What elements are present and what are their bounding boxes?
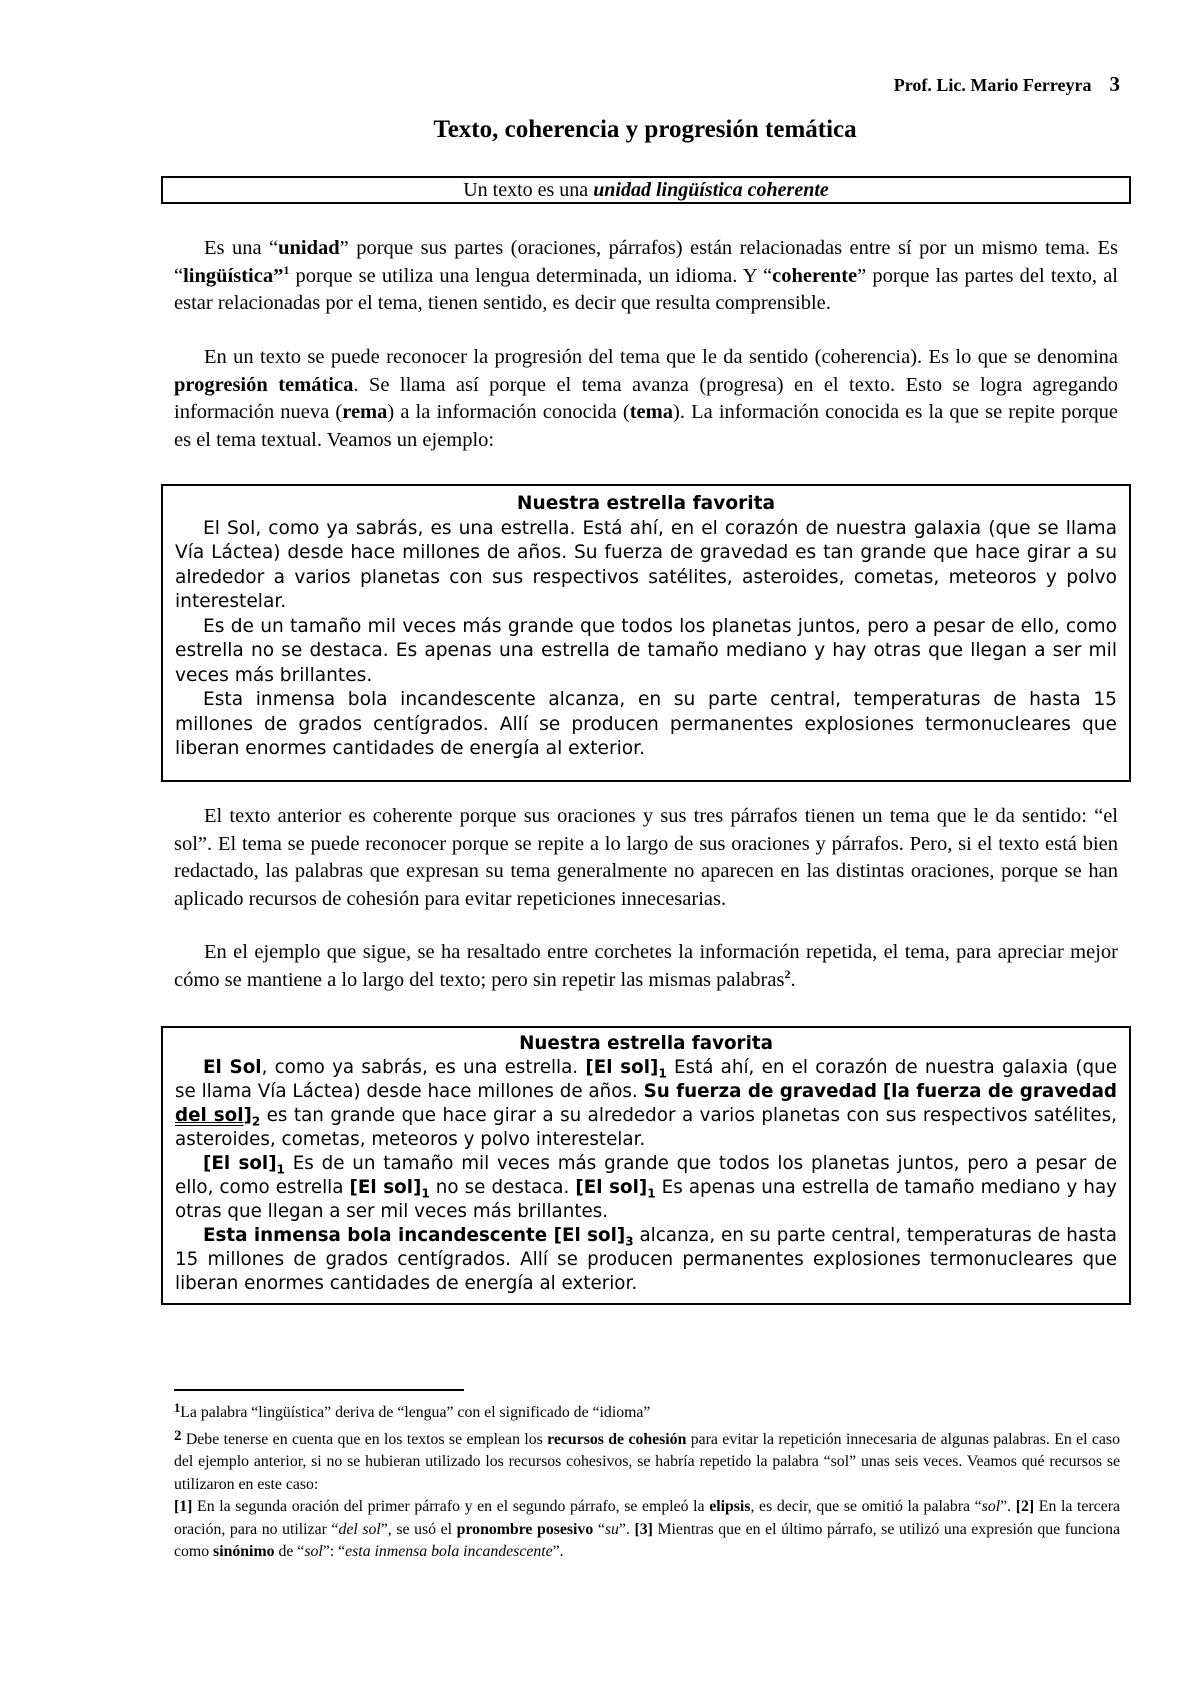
text: ). La información conocida es la que se repite porque es el tema textual. Veamos un ejemplo: [174,401,1119,451]
term-progresion: progresión temática [174,373,354,396]
text: alcanza, en su parte central, temperaturas de hasta 15 millones de grados centígrados. Allí se producen permanentes explosiones termonucleares que liberan enormes cantidades de energía al exterior. [175,1225,1117,1294]
italic-word: sol [981,1498,1001,1515]
term: elipsis [709,1498,751,1515]
term-linguistica: lingüística [183,264,274,287]
text: “ [593,1520,605,1538]
text: no se destaca. [429,1177,576,1198]
resource-index: 1 [421,1186,430,1201]
theme-mark: El Sol [203,1057,262,1078]
term-unidad: unidad [278,237,340,259]
page-number: 3 [1109,72,1120,96]
term: sinónimo [213,1543,275,1560]
body-paragraph-4 [174,939,1118,994]
theme-mark: ] [243,1105,252,1126]
example-box-1 [161,484,1131,782]
resource-marker: [2] [1015,1498,1035,1515]
text: . [790,968,796,991]
text: porque se utiliza una lengua determinada, un idioma. Y “ [289,264,773,287]
text: En un texto se puede reconocer la progresión del tema que le da sentido (coherencia). Es lo que se denomina [204,346,1118,368]
example-paragraph [175,1056,1117,1152]
text: Es apenas una estrella de tamaño mediano y hay otras que llegan a ser mil veces más brillantes. [175,1177,1117,1222]
definition-prefix: Un texto es una [463,179,589,201]
term-tema: tema [629,401,673,423]
term: recursos de cohesión [547,1430,687,1448]
text: En la segunda oración del primer párrafo y en el segundo párrafo, se empleó la [192,1498,710,1515]
example-paragraph: Esta inmensa bola incandescente alcanza, en su parte central, temperaturas de hasta 15 millones de grados centígrados. Allí se producen permanentes explosiones termonucleares que liberan enormes cantidades de energía al exterior. [175,689,1117,759]
text: . Se llama así porque el tema avanza (progresa) en el texto. Esto se logra agregando información nueva ( [174,373,1118,423]
text: La palabra “lingüística” deriva de “lengua” con el significado de “idioma” [180,1404,651,1421]
text: , es decir, que se omitió la palabra “ [750,1498,982,1515]
example-title: Nuestra estrella favorita [519,1033,773,1054]
footnote-1 [174,1397,1120,1425]
footnote-ref-1[interactable]: 1 [283,262,290,277]
text: Es una “ [204,237,279,259]
text: es tan grande que hace girar a su alrededor a varios planetas con sus respectivos satélites, asteroides, cometas, meteoros y polvo interestelar. [175,1105,1117,1150]
footnote-ref-2[interactable]: 2 [784,966,791,981]
text: Mientras que en el último párrafo, se utilizó una expresión que funciona como [174,1520,1120,1560]
italic-word: sol [304,1543,323,1560]
resource-index: 1 [658,1066,667,1081]
text: El texto anterior es coherente porque sus oraciones y sus tres párrafos tienen un tema que le da sentido: “el sol”. El tema se puede reconocer porque se repite a lo largo de sus oraciones y párrafos. Pero, si el texto está bien redactado, las palabras que expresan su tema generalmente no aparecen en las distintas oraciones, porque se han aplicado recursos de cohesión para evitar repeticiones innecesarias. [174,805,1118,910]
theme-mark: [El sol] [203,1153,277,1174]
theme-mark: Su fuerza de gravedad [643,1081,877,1102]
italic-word: su [604,1520,619,1538]
footnote-marker: 1 [174,1401,181,1415]
term-coherente: coherente [772,264,858,287]
intro-paragraph-2 [174,344,1118,454]
resource-index: 1 [276,1162,285,1177]
text: ”: “ [322,1543,346,1560]
text: para evitar la repetición innecesaria de algunas palabras. En el caso del ejemplo anterior, si no se hubieran utilizado los recursos cohesivos, se habría repetido la palabra “sol” unas seis veces. Veamos qué recursos se utilizaron en este caso: [174,1430,1120,1493]
resource-index: 2 [251,1114,261,1129]
footnote-marker: 2 [174,1427,182,1444]
term-rema: rema [342,401,388,423]
page-title: Texto, coherencia y progresión temática [433,116,857,143]
text: Es de un tamaño mil veces más grande que todos los planetas juntos, pero a pesar de ello, como estrella [175,1153,1117,1198]
example-paragraph: Es de un tamaño mil veces más grande que todos los planetas juntos, pero a pesar de ello, como estrella no se destaca. Es apenas una estrella de tamaño mediano y hay otras que llegan a ser mil veces más brillantes. [175,615,1117,686]
text: En la tercera oración, para no utilizar “ [174,1498,1120,1538]
text: ” porque sus partes (oraciones, párrafos) están relacionadas entre sí por un mismo tema. Es “ [174,237,1118,287]
example-paragraph: El Sol, como ya sabrás, es una estrella. Está ahí, en el corazón de nuestra galaxia (que se llama Vía Láctea) desde hace millones de años. Su fuerza de gravedad es tan grande que hace girar a su alrededor a varios planetas con sus respectivos satélites, asteroides, cometas, meteoros y polvo interestelar. [175,517,1117,612]
footnotes [174,1397,1120,1564]
theme-mark: [El sol] [585,1057,659,1078]
text: ” porque las partes del texto, al estar relacionadas por el tema, tienen sentido, es decir que resulta comprensible. [174,264,1118,314]
footnote-2 [174,1425,1120,1497]
resource-marker: [1] [174,1498,193,1515]
text: ”. [552,1543,564,1560]
text: Está ahí, en el corazón de nuestra galaxia (que se llama Vía Láctea) desde hace millones de años. [175,1057,1117,1102]
example-paragraph [175,1224,1117,1296]
author-name: Prof. Lic. Mario Ferreyra [893,75,1092,95]
example-paragraph [175,1152,1117,1224]
italic-word: esta inmensa bola incandescente [345,1543,553,1560]
example-box-2 [161,1026,1131,1305]
text: En el ejemplo que sigue, se ha resaltado entre corchetes la información repetida, el tema, para apreciar mejor cómo se mantiene a lo largo del texto; pero sin repetir las mismas palabras [174,941,1118,991]
text: de “ [274,1543,305,1560]
text: Debe tenerse en cuenta que en los textos se emplean los [181,1430,548,1448]
theme-mark: [la fuerza de gravedad [882,1081,1118,1102]
example-title: Nuestra estrella favorita [516,493,776,514]
text: ”. [1000,1498,1016,1515]
text: ”, se usó el [380,1520,457,1538]
text: , como ya sabrás, es una estrella. [261,1057,586,1078]
intro-paragraph-1 [174,235,1118,318]
footnote-2-detail [174,1496,1120,1564]
resource-index: 3 [625,1234,634,1249]
theme-mark: Esta inmensa bola incandescente [El sol] [203,1225,626,1246]
definition-box [161,176,1131,204]
running-header [600,72,1120,97]
text: ” [273,264,284,287]
text: ”. [618,1520,635,1538]
body-paragraph-3 [174,803,1118,913]
definition-emphasis: unidad lingüística coherente [593,179,829,201]
italic-word: del sol [338,1520,381,1538]
resource-index: 1 [647,1186,656,1201]
resource-marker: [3] [634,1520,653,1538]
text: ) a la información conocida ( [387,401,630,423]
footnote-separator [174,1389,464,1391]
theme-mark: [El sol] [349,1177,422,1198]
theme-mark: [El sol] [575,1177,648,1198]
theme-mark-underlined: del sol [175,1105,244,1126]
term: pronombre posesivo [456,1520,594,1538]
